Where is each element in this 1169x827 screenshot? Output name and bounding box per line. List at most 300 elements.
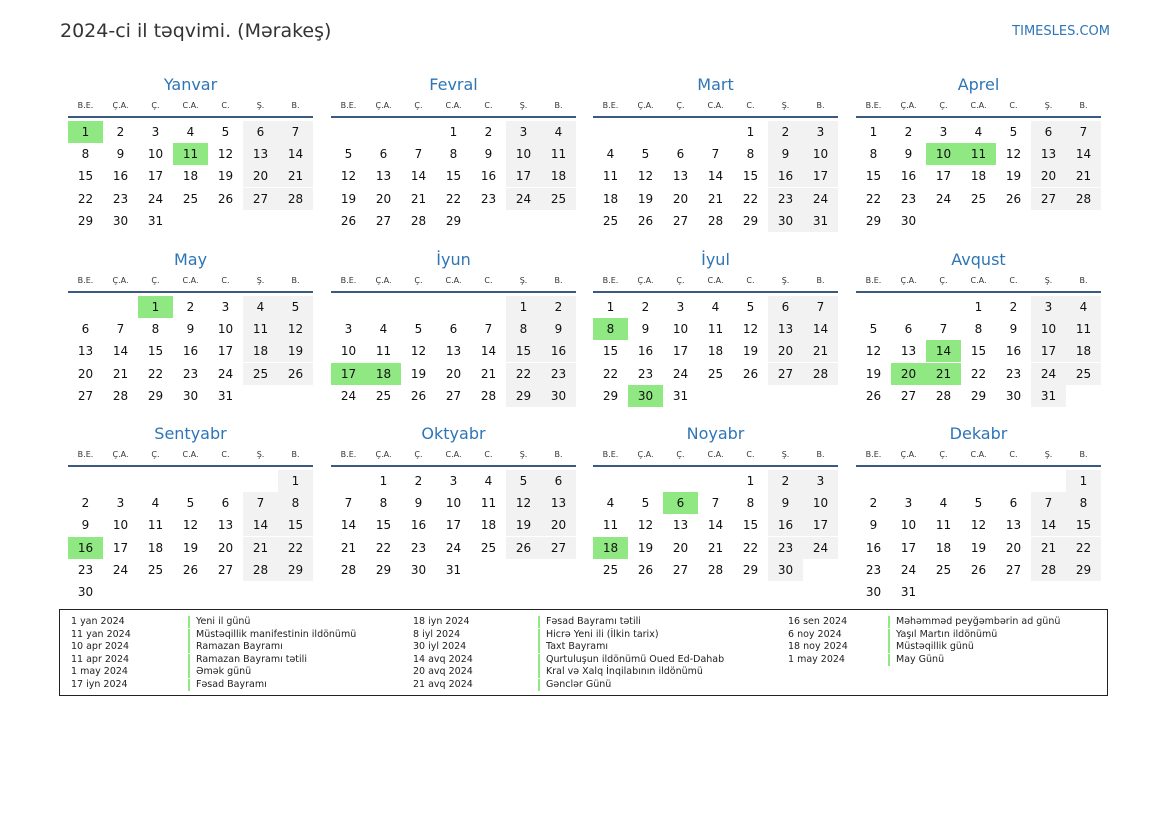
day-cell: 14: [707, 518, 724, 533]
day-cell: 31: [217, 388, 234, 403]
day-cell: 28: [278, 188, 313, 210]
day-cell: 30: [1005, 388, 1022, 403]
month-rule: [593, 465, 838, 467]
month-8: [856, 250, 1101, 420]
weekday-label: Ç.: [414, 450, 423, 459]
day-cell: 1: [746, 474, 755, 488]
day-cell: 1: [746, 125, 755, 139]
day-cell: 29: [602, 388, 619, 403]
day-cell: 18: [707, 344, 724, 359]
day-cell: 5: [344, 147, 353, 162]
day-cell: 12: [637, 518, 654, 533]
day-cell: 24: [935, 191, 952, 206]
day-cell: 19: [637, 191, 654, 206]
holiday-name: May Günü: [888, 654, 944, 666]
month-rule: [331, 116, 576, 118]
day-cell: 2: [186, 300, 195, 314]
day-cell: 2: [484, 125, 493, 139]
day-cell: 3: [221, 300, 230, 314]
holiday-name: Qurtuluşun ildönümü Oued Ed-Dahab: [538, 654, 724, 666]
holiday-date: 17 iyn 2024: [71, 679, 128, 690]
day-cell: 7: [344, 496, 353, 511]
day-cell: 20: [1005, 540, 1022, 555]
day-cell: 11: [480, 496, 497, 511]
day-cell: 7: [278, 121, 313, 143]
day-cell: 5: [641, 147, 650, 162]
month-name: Noyabr: [686, 424, 745, 443]
day-cell: 4: [186, 125, 195, 139]
day-cell: 14: [480, 344, 497, 359]
day-cell: 16: [410, 518, 427, 533]
day-cell: 7: [711, 496, 720, 511]
day-cell: 6: [449, 322, 458, 337]
day-cell: 26: [742, 366, 759, 381]
day-cell: 9: [869, 518, 878, 533]
weekday-label: C.A.: [707, 101, 724, 110]
day-cell: 13: [243, 143, 278, 165]
weekday-label: Ç.: [414, 276, 423, 285]
day-cell: 29: [77, 213, 94, 228]
weekday-label: Ş.: [1044, 101, 1053, 110]
holiday-day-cell: 18: [593, 537, 628, 559]
day-cell: 20: [672, 540, 689, 555]
day-cell: 24: [900, 562, 917, 577]
day-cell: 12: [182, 518, 199, 533]
weekday-label: Ç.: [151, 450, 160, 459]
day-cell: 22: [602, 366, 619, 381]
weekday-label: B.E.: [340, 101, 357, 110]
weekday-label: Ş.: [519, 276, 528, 285]
day-cell: 14: [112, 344, 129, 359]
day-cell: 10: [445, 496, 462, 511]
holiday-date: 6 noy 2024: [788, 628, 842, 640]
day-cell: 13: [541, 492, 576, 514]
weekday-label: B.E.: [865, 450, 882, 459]
day-cell: 21: [410, 191, 427, 206]
holiday-day-cell: 16: [68, 537, 103, 559]
month-rule: [856, 116, 1101, 118]
day-cell: 1: [449, 125, 458, 139]
day-cell: 12: [1005, 147, 1022, 162]
day-cell: 25: [935, 562, 952, 577]
day-cell: 25: [243, 363, 278, 385]
weekday-label: B.: [554, 276, 563, 285]
day-cell: 4: [939, 496, 948, 511]
day-cell: 20: [541, 514, 576, 536]
day-cell: 8: [81, 147, 90, 162]
day-cell: 3: [904, 496, 913, 511]
day-cell: 30: [541, 385, 576, 407]
day-cell: 31: [900, 585, 917, 599]
day-cell: 27: [541, 537, 576, 559]
day-cell: 12: [742, 322, 759, 337]
weekday-label: Ç.: [676, 276, 685, 285]
day-cell: 5: [278, 296, 313, 318]
weekday-label: Ş.: [1044, 276, 1053, 285]
day-cell: 2: [414, 474, 423, 488]
day-cell: 24: [672, 366, 689, 381]
day-cell: 13: [217, 518, 234, 533]
weekday-label: C.A.: [445, 276, 462, 285]
day-cell: 4: [243, 296, 278, 318]
day-cell: 21: [243, 537, 278, 559]
holiday-list: [59, 609, 1108, 696]
day-cell: 9: [768, 492, 803, 514]
day-cell: 1: [379, 474, 388, 488]
holiday-day-cell: 21: [926, 363, 961, 385]
day-cell: 13: [77, 344, 94, 359]
day-cell: 8: [506, 318, 541, 340]
day-cell: 5: [974, 496, 983, 511]
month-4: [856, 75, 1101, 245]
month-9: [68, 424, 313, 599]
day-cell: 10: [217, 322, 234, 337]
holiday-name: Hicrə Yeni ili (İlkin tarix): [538, 629, 659, 641]
weekday-label: Ç.A.: [375, 101, 392, 110]
weekday-label: C.A.: [445, 450, 462, 459]
weekday-label: C.A.: [182, 276, 199, 285]
day-cell: 23: [768, 537, 803, 559]
month-name: İyul: [701, 250, 730, 269]
weekday-label: Ç.: [151, 101, 160, 110]
day-cell: 21: [707, 540, 724, 555]
day-cell: 29: [445, 213, 462, 228]
day-cell: 24: [340, 388, 357, 403]
holiday-name: Məhəmməd peyğəmbərin ad günü: [888, 616, 1060, 628]
page-title: 2024-ci il təqvimi. (Mərakeş): [60, 20, 332, 42]
day-cell: 20: [1031, 165, 1066, 187]
holiday-name: Əmək günü: [188, 666, 251, 678]
day-cell: 18: [602, 191, 619, 206]
day-cell: 7: [1031, 492, 1066, 514]
day-cell: 12: [506, 492, 541, 514]
holiday-day-cell: 30: [628, 385, 663, 407]
day-cell: 18: [243, 340, 278, 362]
day-cell: 13: [672, 518, 689, 533]
day-cell: 3: [449, 474, 458, 488]
month-6: [331, 250, 576, 420]
month-rule: [856, 291, 1101, 293]
day-cell: 21: [112, 366, 129, 381]
day-cell: 24: [506, 188, 541, 210]
day-cell: 26: [637, 213, 654, 228]
day-cell: 12: [217, 147, 234, 162]
day-cell: 13: [900, 344, 917, 359]
month-rule: [593, 116, 838, 118]
day-cell: 15: [742, 518, 759, 533]
month-10: [331, 424, 576, 594]
holiday-date: 20 avq 2024: [413, 666, 473, 678]
day-cell: 27: [1005, 562, 1022, 577]
day-cell: 9: [541, 318, 576, 340]
holiday-date: 16 sen 2024: [788, 616, 848, 627]
day-cell: 22: [506, 363, 541, 385]
holiday-name: Ramazan Bayramı: [188, 641, 283, 653]
day-cell: 17: [803, 514, 838, 536]
holiday-date: 1 yan 2024: [71, 616, 125, 627]
day-cell: 17: [900, 540, 917, 555]
holiday-day-cell: 1: [68, 121, 103, 143]
day-cell: 28: [410, 213, 427, 228]
day-cell: 3: [939, 125, 948, 139]
day-cell: 15: [375, 518, 392, 533]
day-cell: 29: [742, 562, 759, 577]
day-cell: 24: [803, 537, 838, 559]
month-rule: [856, 465, 1101, 467]
holiday-day-cell: 11: [961, 143, 996, 165]
holiday-day-cell: 10: [926, 143, 961, 165]
day-cell: 2: [641, 300, 650, 314]
day-cell: 22: [742, 191, 759, 206]
day-cell: 27: [445, 388, 462, 403]
day-cell: 30: [77, 585, 94, 599]
day-cell: 11: [1066, 318, 1101, 340]
day-cell: 28: [340, 562, 357, 577]
day-cell: 2: [904, 125, 913, 139]
day-cell: 10: [900, 518, 917, 533]
weekday-label: B.E.: [865, 101, 882, 110]
day-cell: 24: [803, 188, 838, 210]
month-11: [593, 424, 838, 594]
day-cell: 10: [112, 518, 129, 533]
day-cell: 9: [186, 322, 195, 337]
holiday-day-cell: 6: [663, 492, 698, 514]
day-cell: 15: [865, 169, 882, 184]
weekday-label: Ç.A.: [637, 450, 654, 459]
day-cell: 4: [484, 474, 493, 488]
day-cell: 23: [1005, 366, 1022, 381]
day-cell: 8: [869, 147, 878, 162]
day-cell: 15: [77, 169, 94, 184]
day-cell: 16: [1005, 344, 1022, 359]
day-cell: 4: [379, 322, 388, 337]
day-cell: 20: [445, 366, 462, 381]
day-cell: 24: [445, 540, 462, 555]
day-cell: 12: [970, 518, 987, 533]
holiday-name: Yaşıl Martın ildönümü: [888, 629, 997, 641]
day-cell: 16: [182, 344, 199, 359]
day-cell: 7: [711, 147, 720, 162]
day-cell: 6: [676, 147, 685, 162]
day-cell: 21: [803, 340, 838, 362]
day-cell: 13: [672, 169, 689, 184]
holiday-date: 11 yan 2024: [71, 628, 131, 640]
day-cell: 9: [904, 147, 913, 162]
day-cell: 23: [637, 366, 654, 381]
day-cell: 8: [1066, 492, 1101, 514]
day-cell: 21: [480, 366, 497, 381]
month-1: [68, 75, 313, 245]
weekday-label: C.A.: [970, 276, 987, 285]
holiday-name: Fəsad Bayramı: [188, 679, 267, 691]
day-cell: 30: [865, 585, 882, 599]
day-cell: 25: [182, 191, 199, 206]
day-cell: 16: [541, 340, 576, 362]
day-cell: 17: [112, 540, 129, 555]
site-link[interactable]: TIMESLES.COM: [1012, 24, 1110, 39]
day-cell: 8: [974, 322, 983, 337]
day-cell: 24: [112, 562, 129, 577]
weekday-label: C.: [484, 276, 493, 285]
holiday-name: Ramazan Bayramı tətili: [188, 654, 307, 666]
day-cell: 6: [904, 322, 913, 337]
day-cell: 9: [116, 147, 125, 162]
day-cell: 17: [803, 165, 838, 187]
day-cell: 6: [1031, 121, 1066, 143]
weekday-label: Ç.A.: [112, 276, 129, 285]
day-cell: 1: [506, 296, 541, 318]
day-cell: 16: [480, 169, 497, 184]
day-cell: 5: [221, 125, 230, 139]
weekday-label: B.: [816, 101, 825, 110]
weekday-label: Ş.: [256, 450, 265, 459]
holiday-date: 11 apr 2024: [71, 653, 130, 665]
holiday-day-cell: 11: [173, 143, 208, 165]
day-cell: 1: [1066, 470, 1101, 492]
day-cell: 22: [147, 366, 164, 381]
day-cell: 9: [768, 143, 803, 165]
day-cell: 22: [77, 191, 94, 206]
weekday-label: Ş.: [256, 276, 265, 285]
day-cell: 6: [541, 470, 576, 492]
day-cell: 19: [278, 340, 313, 362]
day-cell: 19: [1005, 169, 1022, 184]
day-cell: 19: [410, 366, 427, 381]
weekday-label: Ş.: [781, 276, 790, 285]
day-cell: 11: [602, 169, 619, 184]
day-cell: 25: [602, 562, 619, 577]
weekday-label: C.A.: [707, 276, 724, 285]
day-cell: 25: [970, 191, 987, 206]
day-cell: 10: [506, 143, 541, 165]
weekday-label: C.A.: [182, 101, 199, 110]
day-cell: 28: [1031, 559, 1066, 581]
day-cell: 23: [541, 363, 576, 385]
day-cell: 8: [449, 147, 458, 162]
weekday-label: C.: [221, 276, 230, 285]
day-cell: 13: [445, 344, 462, 359]
day-cell: 12: [637, 169, 654, 184]
month-name: Oktyabr: [421, 424, 486, 443]
weekday-label: C.A.: [182, 450, 199, 459]
weekday-label: B.: [291, 276, 300, 285]
weekday-label: Ş.: [519, 101, 528, 110]
weekday-label: C.: [484, 101, 493, 110]
weekday-label: C.: [746, 450, 755, 459]
day-cell: 8: [746, 496, 755, 511]
month-name: Sentyabr: [154, 424, 227, 443]
day-cell: 3: [116, 496, 125, 511]
day-cell: 8: [379, 496, 388, 511]
day-cell: 28: [935, 388, 952, 403]
day-cell: 19: [217, 169, 234, 184]
day-cell: 17: [935, 169, 952, 184]
holiday-date: 18 iyn 2024: [413, 616, 470, 627]
weekday-label: C.A.: [970, 101, 987, 110]
day-cell: 10: [340, 344, 357, 359]
day-cell: 20: [768, 340, 803, 362]
day-cell: 31: [803, 210, 838, 232]
day-cell: 15: [742, 169, 759, 184]
day-cell: 5: [746, 300, 755, 314]
day-cell: 29: [506, 385, 541, 407]
day-cell: 29: [742, 213, 759, 228]
day-cell: 18: [935, 540, 952, 555]
month-5: [68, 250, 313, 420]
day-cell: 3: [803, 470, 838, 492]
day-cell: 16: [112, 169, 129, 184]
day-cell: 14: [340, 518, 357, 533]
day-cell: 10: [803, 143, 838, 165]
day-cell: 23: [480, 191, 497, 206]
day-cell: 28: [112, 388, 129, 403]
day-cell: 14: [1031, 514, 1066, 536]
day-cell: 7: [243, 492, 278, 514]
day-cell: 16: [637, 344, 654, 359]
day-cell: 6: [81, 322, 90, 337]
day-cell: 27: [1031, 188, 1066, 210]
day-cell: 5: [1009, 125, 1018, 139]
day-cell: 4: [151, 496, 160, 511]
weekday-label: B.: [1079, 101, 1088, 110]
day-cell: 26: [340, 213, 357, 228]
day-cell: 22: [375, 540, 392, 555]
day-cell: 2: [1009, 300, 1018, 314]
weekday-label: B.E.: [77, 276, 94, 285]
day-cell: 27: [77, 388, 94, 403]
weekday-label: Ç.: [676, 450, 685, 459]
day-cell: 11: [147, 518, 164, 533]
day-cell: 12: [410, 344, 427, 359]
day-cell: 3: [1031, 296, 1066, 318]
holiday-name: Gənclər Günü: [538, 679, 611, 691]
day-cell: 29: [147, 388, 164, 403]
day-cell: 5: [506, 470, 541, 492]
holiday-name: Yeni il günü: [188, 616, 250, 628]
day-cell: 12: [340, 169, 357, 184]
day-cell: 26: [278, 363, 313, 385]
day-cell: 30: [900, 213, 917, 228]
day-cell: 5: [186, 496, 195, 511]
day-cell: 8: [278, 492, 313, 514]
day-cell: 14: [243, 514, 278, 536]
weekday-label: B.E.: [602, 276, 619, 285]
holiday-date: 14 avq 2024: [413, 653, 473, 665]
day-cell: 19: [742, 344, 759, 359]
day-cell: 25: [147, 562, 164, 577]
month-12: [856, 424, 1101, 599]
day-cell: 29: [1066, 559, 1101, 581]
day-cell: 6: [379, 147, 388, 162]
day-cell: 4: [606, 496, 615, 511]
day-cell: 9: [641, 322, 650, 337]
day-cell: 26: [217, 191, 234, 206]
day-cell: 2: [116, 125, 125, 139]
weekday-label: Ç.A.: [900, 450, 917, 459]
day-cell: 8: [746, 147, 755, 162]
day-cell: 16: [768, 165, 803, 187]
day-cell: 29: [375, 562, 392, 577]
day-cell: 25: [480, 540, 497, 555]
day-cell: 3: [344, 322, 353, 337]
day-cell: 22: [970, 366, 987, 381]
day-cell: 22: [865, 191, 882, 206]
holiday-day-cell: 14: [926, 340, 961, 362]
day-cell: 27: [672, 562, 689, 577]
month-name: Mart: [697, 75, 734, 94]
day-cell: 20: [375, 191, 392, 206]
day-cell: 28: [707, 213, 724, 228]
